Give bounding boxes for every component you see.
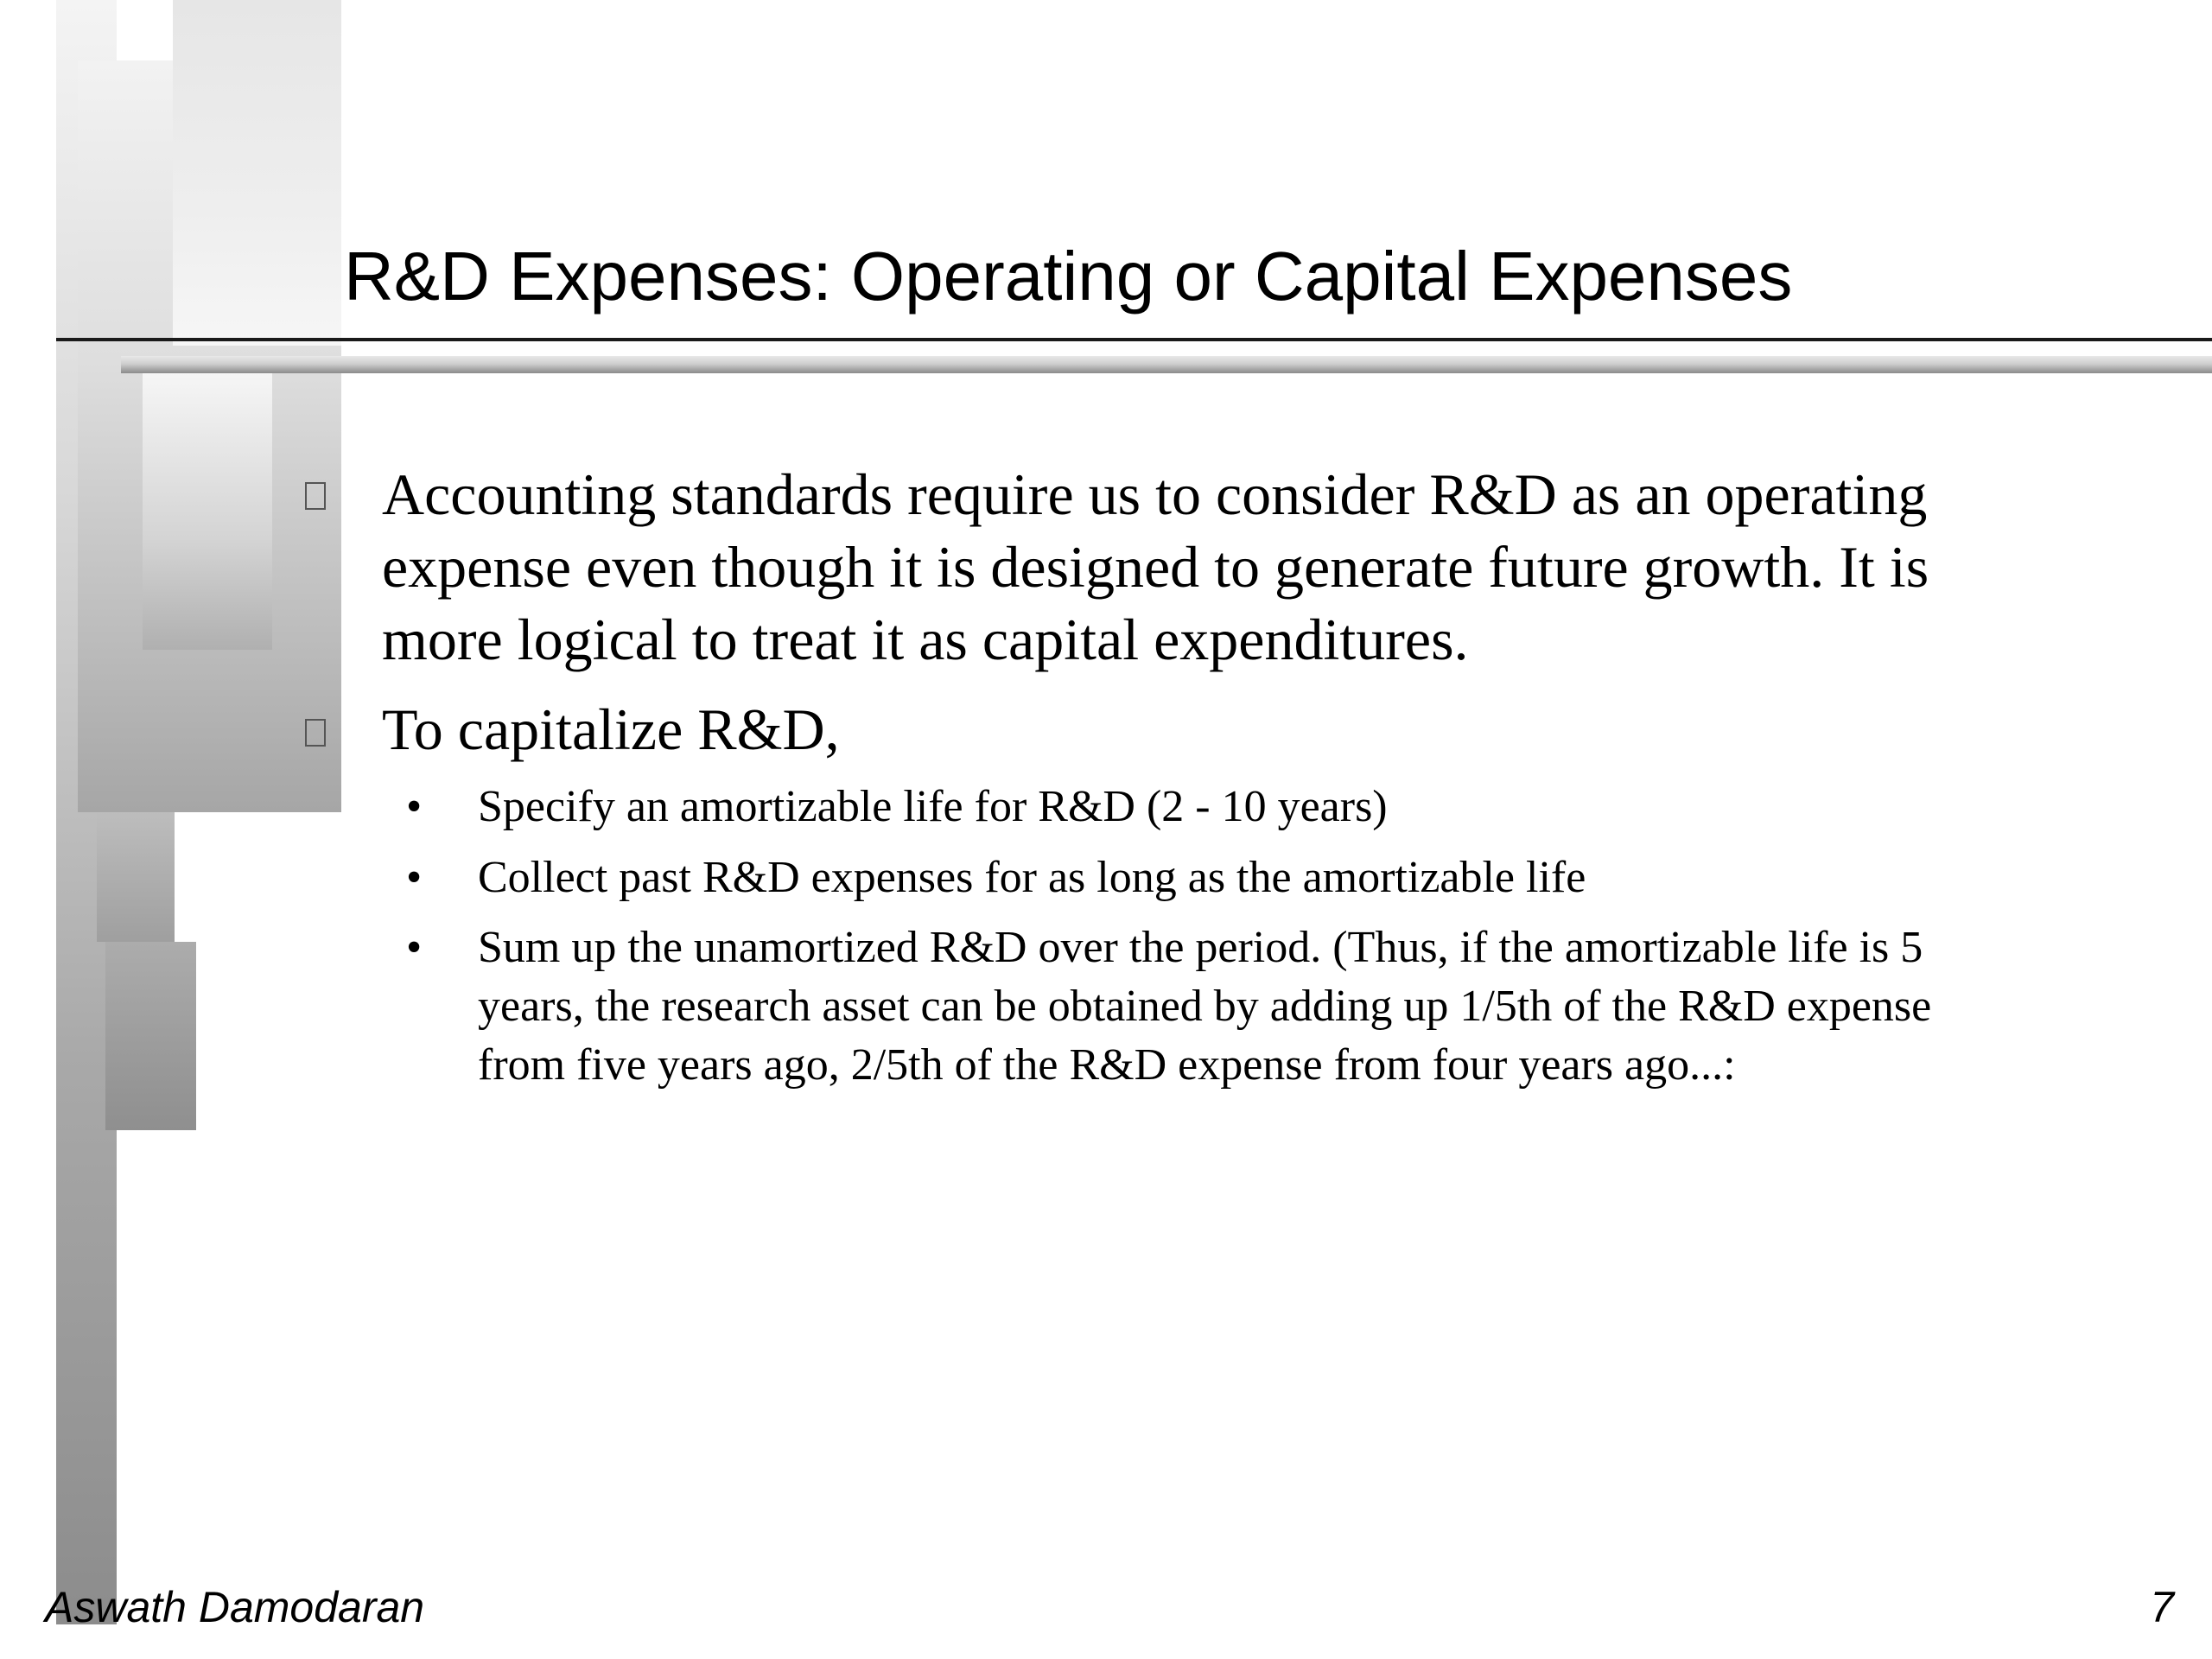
bullet-line: expense even though it is designed to generate future growth. It is	[382, 534, 1929, 600]
bullet-line: more logical to treat it as capital expenditures.	[382, 607, 1469, 672]
sub-bullet-dot-icon: •	[406, 923, 423, 972]
sub-bullet-dot-icon: •	[406, 782, 423, 831]
page-number: 7	[2150, 1583, 2174, 1631]
sub-bullet-line: Specify an amortizable life for R&D (2 - 10 years)	[478, 782, 1388, 831]
bullet-line: To capitalize R&D,	[382, 696, 840, 762]
sub-bullet-line: Sum up the unamortized R&D over the period. (Thus, if the amortizable life is 5	[478, 923, 1923, 972]
decorative-bar	[173, 0, 341, 346]
decorative-bar	[105, 942, 196, 1130]
footer-author: Aswath Damodaran	[45, 1583, 425, 1631]
sub-bullet-line: Collect past R&D expenses for as long as the amortizable life	[478, 853, 1586, 902]
decorative-bar	[97, 812, 175, 942]
sub-bullet-line: years, the research asset can be obtained by adding up 1/5th of the R&D expense	[478, 982, 1932, 1031]
bullet-line: Accounting standards require us to consider R&D as an operating	[382, 461, 1928, 527]
sub-bullet-dot-icon: •	[406, 853, 423, 902]
bullet-box-icon	[305, 482, 326, 510]
slide-title: R&D Expenses: Operating or Capital Expenses	[344, 238, 1793, 315]
sub-bullet-line: from five years ago, 2/5th of the R&D expense from four years ago...:	[478, 1040, 1736, 1090]
bullet-box-icon	[305, 719, 326, 747]
title-divider	[56, 338, 2212, 341]
title-shadow-bar	[121, 356, 2212, 373]
decorative-bar	[143, 372, 272, 650]
